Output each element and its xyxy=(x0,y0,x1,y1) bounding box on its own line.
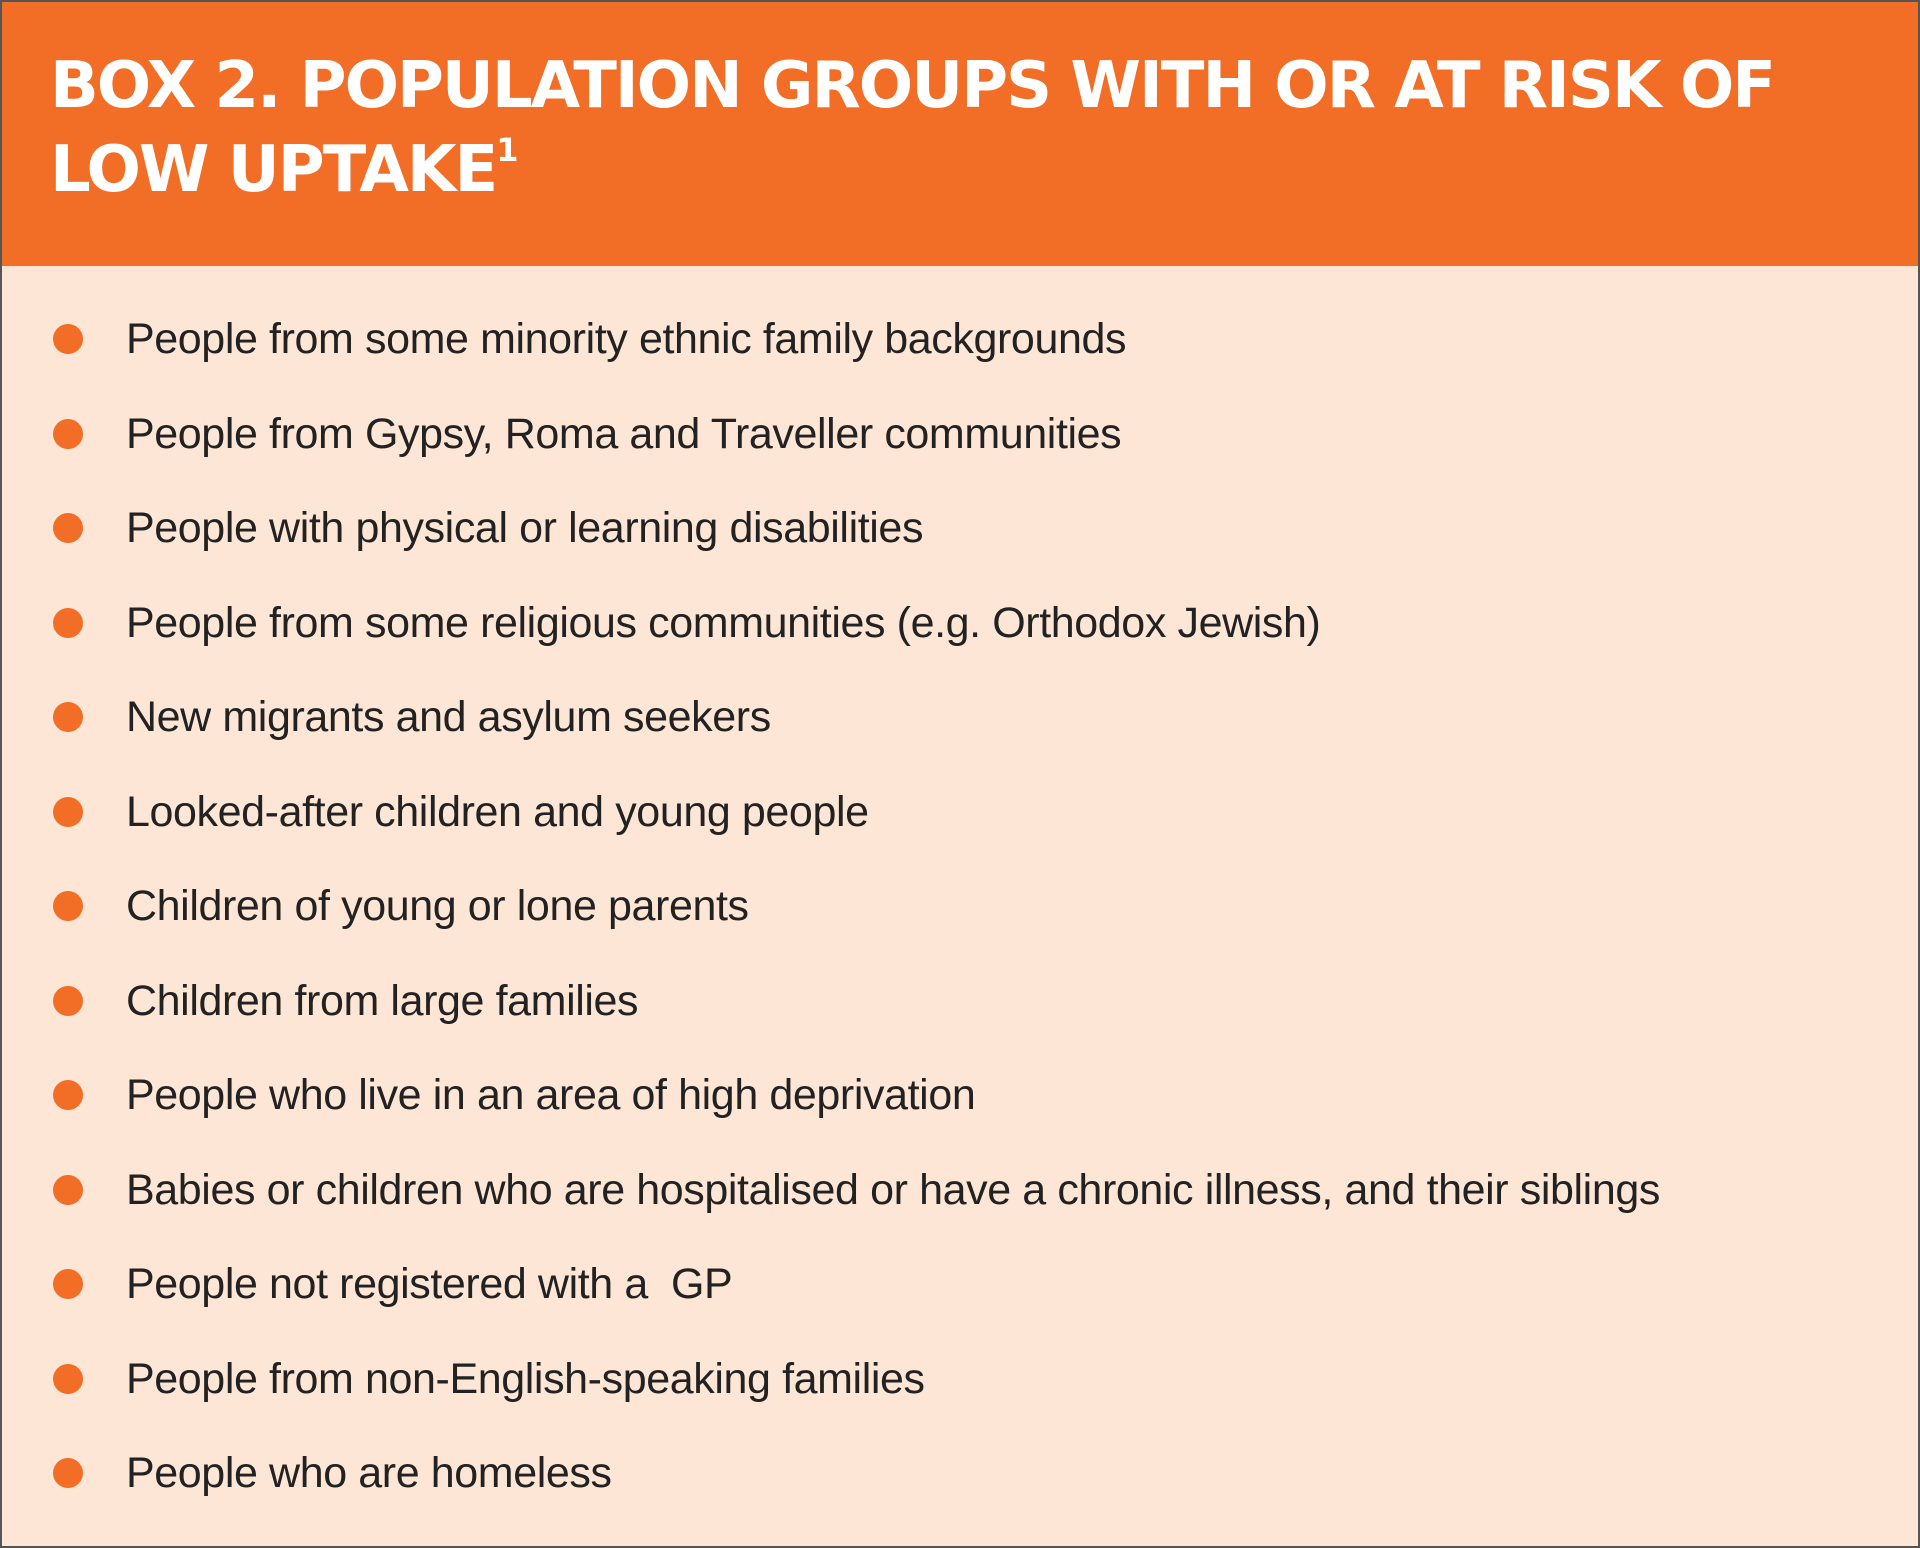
bullet-icon xyxy=(53,419,83,449)
list-item xyxy=(2,1143,1918,1238)
list-item xyxy=(2,576,1918,671)
list-item-text: Children from large families xyxy=(126,976,639,1025)
list-item-text: Children of young or lone parents xyxy=(126,882,749,930)
list-item-text: New migrants and asylum seekers xyxy=(126,693,771,741)
list-item-text: People who live in an area of high deprivation xyxy=(126,1071,976,1119)
list-item-text: Babies or children who are hospitalised or have a chronic illness, and their siblings xyxy=(126,1165,1660,1214)
list-item-text: People from some religious communities (e.g. Orthodox Jewish) xyxy=(126,598,1321,647)
list-item-text: Looked-after children and young people xyxy=(126,787,869,836)
list-item-text: People from some minority ethnic family backgrounds xyxy=(126,315,1127,363)
list-item xyxy=(2,481,1918,576)
list-item-text: People not registered with a GP xyxy=(126,1260,733,1308)
list-item xyxy=(2,859,1918,954)
bullet-icon xyxy=(53,797,83,827)
list-item xyxy=(2,670,1918,765)
box-header xyxy=(2,2,1918,266)
bullet-icon xyxy=(53,1175,83,1205)
bullet-icon xyxy=(53,891,83,921)
box-title xyxy=(50,44,1878,212)
list-item-text: People from non-English-speaking families xyxy=(126,1354,925,1403)
bullet-icon xyxy=(53,986,83,1016)
list-item xyxy=(2,292,1918,387)
bullet-icon xyxy=(53,702,83,732)
bullet-icon xyxy=(53,1364,83,1394)
bullet-icon xyxy=(53,1080,83,1110)
list-item-text: People with physical or learning disabilities xyxy=(126,504,924,552)
population-group-list xyxy=(2,292,1918,1521)
list-item xyxy=(2,765,1918,860)
list-item xyxy=(2,1048,1918,1143)
bullet-icon xyxy=(53,1269,83,1299)
bullet-icon xyxy=(53,513,83,543)
box-title-text: BOX 2. POPULATION GROUPS WITH OR AT RISK OF LOW UPTAKE xyxy=(50,49,1774,207)
bullet-icon xyxy=(53,1458,83,1488)
list-item xyxy=(2,387,1918,482)
footnote-marker: 1 xyxy=(496,131,519,169)
list-item xyxy=(2,1426,1918,1521)
list-item xyxy=(2,1332,1918,1427)
list-item xyxy=(2,1237,1918,1332)
list-item xyxy=(2,954,1918,1049)
bullet-icon xyxy=(53,608,83,638)
list-item-text: People from Gypsy, Roma and Traveller communities xyxy=(126,409,1122,458)
bullet-icon xyxy=(53,324,83,354)
list-item-text: People who are homeless xyxy=(126,1449,612,1497)
